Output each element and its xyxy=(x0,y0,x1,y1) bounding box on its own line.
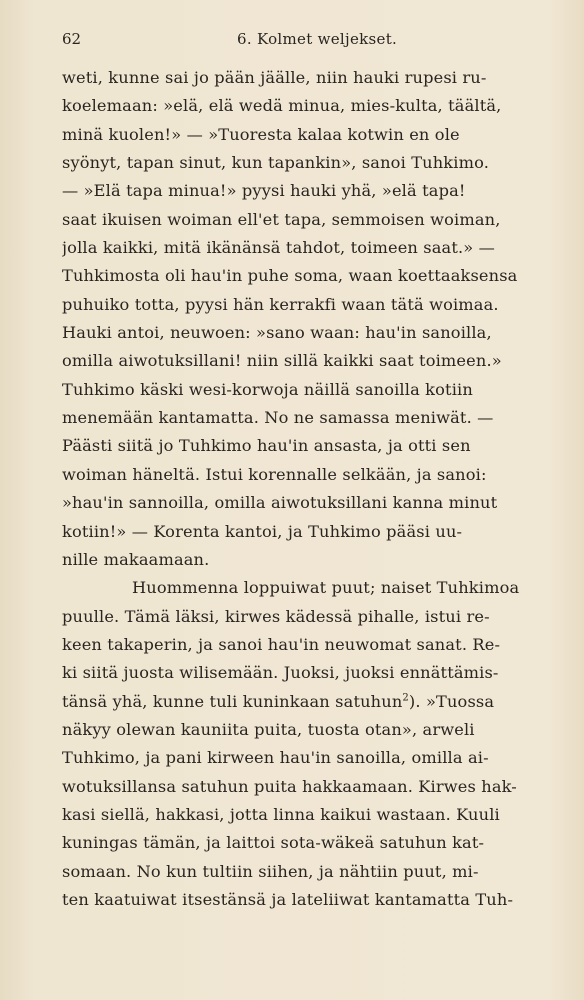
text-line: woiman häneltä. Istui korennalle selkään, ja sanoi: xyxy=(62,464,487,484)
running-title: 6. Kolmet weljekset. xyxy=(237,30,398,48)
text-line: »hau'in sannoilla, omilla aiwotuksillani kanna minut xyxy=(62,493,498,513)
page-number: 62 xyxy=(62,30,82,48)
paragraph-2 xyxy=(62,574,542,914)
text-line: syönyt, tapan sinut, kun tapankin», sanoi Tuhkimo. xyxy=(62,153,489,173)
footnote-marker: 2 xyxy=(402,692,409,704)
text-segment: tänsä yhä, kunne tuli kuninkaan satuhun xyxy=(62,691,403,711)
text-line: ki siitä juosta wilisemään. Juoksi, juoksi ennättämis- xyxy=(62,663,499,683)
text-line: wotuksillansa satuhun puita hakkaamaan. Kirwes hak- xyxy=(62,776,517,796)
text-line: — »Elä tapa minua!» pyysi hauki yhä, »elä tapa! xyxy=(62,181,466,201)
text-line: Tuhkimosta oli hau'in puhe soma, waan koettaaksensa xyxy=(62,266,518,286)
text-line: saat ikuisen woiman ell'et tapa, semmoisen woiman, xyxy=(62,209,501,229)
text-segment: ). »Tuossa xyxy=(408,691,495,711)
text-line: omilla aiwotuksillani! niin sillä kaikki saat toimeen.» xyxy=(62,351,502,371)
text-line: ten kaatuiwat itsestänsä ja lateliiwat kantamatta Tuh- xyxy=(62,889,514,909)
text-line: kuningas tämän, ja laittoi sota-wäkeä satuhun kat- xyxy=(62,833,485,853)
text-line: Päästi siitä jo Tuhkimo hau'in ansasta, ja otti sen xyxy=(62,436,471,456)
page-header xyxy=(62,30,548,52)
text-line: Tuhkimo, ja pani kirween hau'in sanoilla, omilla ai- xyxy=(62,748,489,768)
text-line: puulle. Tämä läksi, kirwes kädessä pihalle, istui re- xyxy=(62,606,490,626)
text-line: kotiin!» — Korenta kantoi, ja Tuhkimo pääsi uu- xyxy=(62,521,463,541)
text-line: jolla kaikki, mitä ikänänsä tahdot, toimeen saat.» — xyxy=(62,238,495,258)
text-line: minä kuolen!» — »Tuoresta kalaa kotwin en ole xyxy=(62,124,460,144)
text-line: somaan. No kun tultiin siihen, ja nähtiin puut, mi- xyxy=(62,861,479,881)
text-line: puhuiko totta, pyysi hän kerrakfi waan tätä woimaa. xyxy=(62,294,499,314)
text-line: Tuhkimo käski wesi-korwoja näillä sanoilla kotiin xyxy=(62,379,473,399)
paragraph-1 xyxy=(62,64,542,574)
text-line-with-footnote xyxy=(62,688,542,716)
text-line: koelemaan: »elä, elä wedä minua, mies-kulta, täältä, xyxy=(62,96,502,116)
text-line: weti, kunne sai jo pään jäälle, niin hauki rupesi ru- xyxy=(62,68,487,87)
text-line: Huommenna loppuiwat puut; naiset Tuhkimoa xyxy=(132,578,520,598)
text-line: näkyy olewan kauniita puita, tuosta otan», arweli xyxy=(62,719,475,739)
body-text xyxy=(62,64,542,914)
text-line: kasi siellä, hakkasi, jotta linna kaikui wastaan. Kuuli xyxy=(62,804,500,824)
text-line: nille makaamaan. xyxy=(62,549,210,569)
text-line: keen takaperin, ja sanoi hau'in neuwomat sanat. Re- xyxy=(62,634,501,654)
text-line: menemään kantamatta. No ne samassa meniwät. — xyxy=(62,408,494,428)
text-line: Hauki antoi, neuwoen: »sano waan: hau'in sanoilla, xyxy=(62,323,492,343)
